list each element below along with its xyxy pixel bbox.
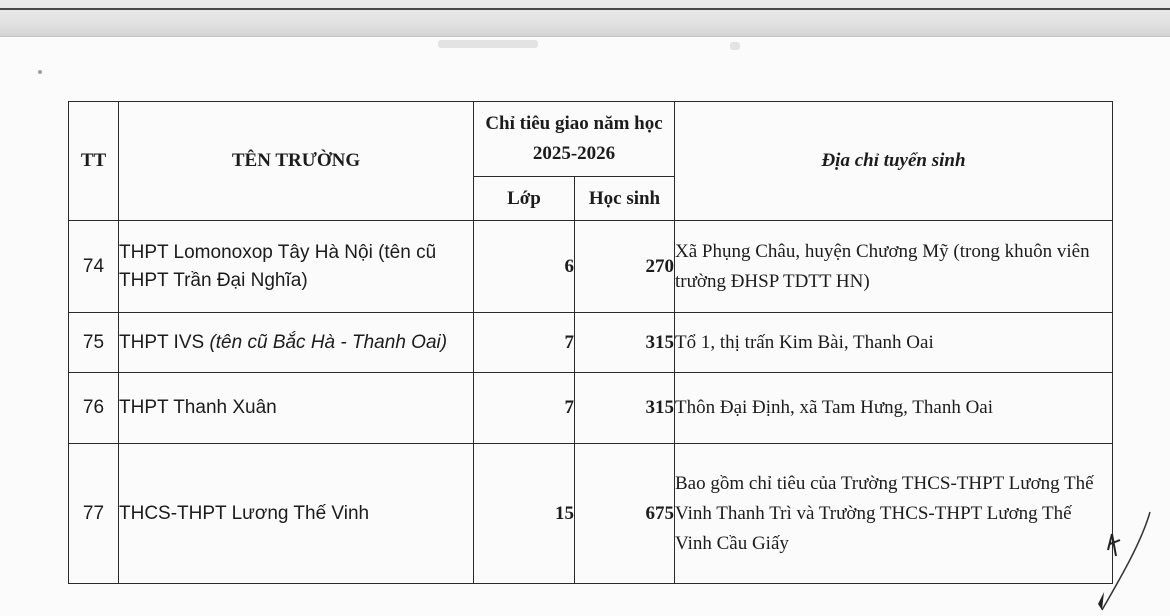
school-name-text: THCS-THPT Lương Thế Vinh (119, 502, 370, 524)
table-row (69, 373, 1113, 444)
school-name-text: THPT Thanh Xuân (119, 397, 277, 418)
admission-address: Xã Phụng Châu, huyện Chương Mỹ (trong khuôn viên trường ĐHSP TDTT HN) (675, 221, 1113, 313)
student-count: 315 (575, 313, 675, 373)
school-name-text: THPT IVS (119, 331, 210, 353)
table-row (69, 313, 1113, 373)
school-name (119, 313, 474, 373)
pen-mark (1080, 510, 1170, 616)
row-number: 77 (69, 444, 119, 584)
admission-quota-table (68, 101, 1113, 584)
school-former-name: (tên cũ Bắc Hà - Thanh Oai) (209, 331, 448, 353)
admission-address: Bao gồm chỉ tiêu của Trường THCS-THPT Lương Thế Vinh Thanh Trì và Trường THCS-THPT Lương Thế Vinh Cầu Giấy (675, 444, 1113, 584)
admission-address: Thôn Đại Định, xã Tam Hưng, Thanh Oai (675, 373, 1113, 444)
class-count: 7 (474, 313, 575, 373)
school-name (119, 444, 474, 584)
header-classes: Lớp (474, 177, 575, 221)
scan-smudge (438, 40, 538, 48)
header-students: Học sinh (575, 177, 675, 221)
student-count: 315 (575, 373, 675, 444)
scanner-top-edge (0, 0, 1170, 37)
header-quota: Chỉ tiêu giao năm học 2025-2026 (474, 102, 675, 177)
row-number: 75 (69, 313, 119, 373)
page-edge-line (0, 8, 1170, 10)
school-name-text: THPT Lomonoxop Tây Hà Nội (tên cũ THPT Trần Đại Nghĩa) (119, 241, 437, 291)
class-count: 6 (474, 221, 575, 313)
header-tt: TT (69, 102, 119, 221)
admission-address: Tổ 1, thị trấn Kim Bài, Thanh Oai (675, 313, 1113, 373)
row-number: 76 (69, 373, 119, 444)
table-row (69, 221, 1113, 313)
student-count: 270 (575, 221, 675, 313)
table-row (69, 444, 1113, 584)
class-count: 15 (474, 444, 575, 584)
header-address: Địa chỉ tuyển sinh (675, 102, 1113, 221)
scan-smudge (730, 42, 740, 50)
school-name (119, 373, 474, 444)
class-count: 7 (474, 373, 575, 444)
school-name (119, 221, 474, 313)
row-number: 74 (69, 221, 119, 313)
header-school-name: TÊN TRƯỜNG (119, 102, 474, 221)
student-count: 675 (575, 444, 675, 584)
scan-dot (38, 70, 42, 74)
